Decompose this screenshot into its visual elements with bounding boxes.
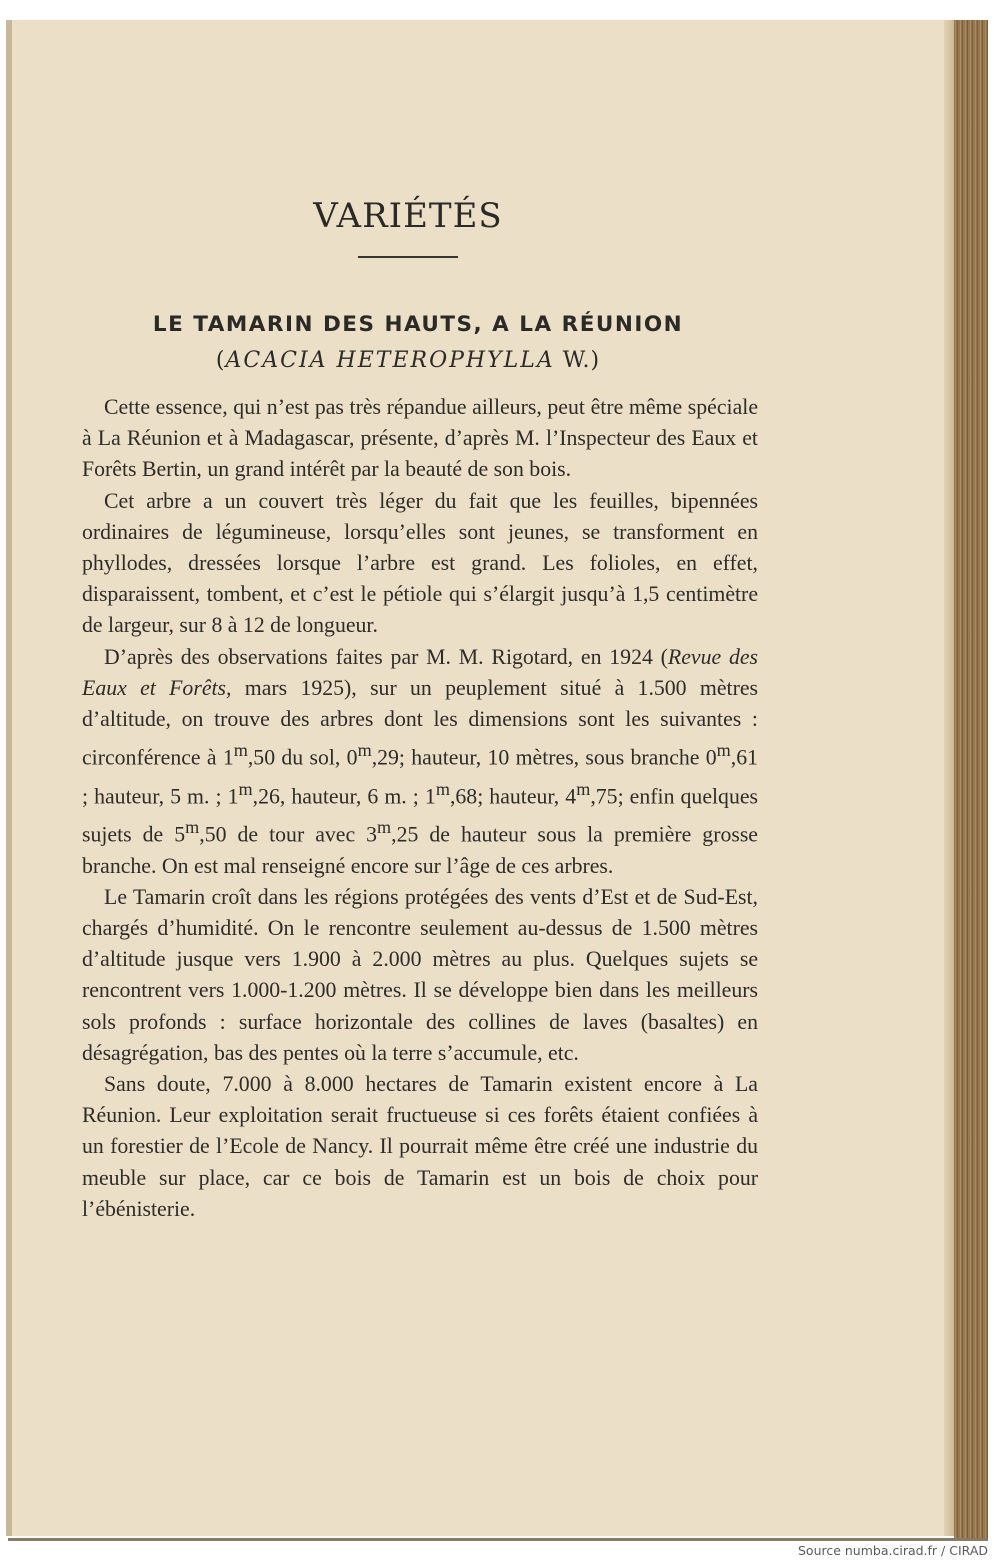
species-name	[200, 348, 616, 373]
article-body	[82, 392, 758, 1225]
p3-text-j: ,25 de hauteur sous la première grosse branche. On est mal renseigné encore sur l’âge de ces arbres.	[82, 822, 758, 878]
heading-rule	[358, 256, 458, 258]
meter-superscript: m	[435, 778, 450, 799]
page-left-edge	[6, 20, 12, 1536]
meter-superscript: m	[576, 778, 591, 799]
scan-bottom-border	[8, 1538, 988, 1541]
section-heading: VARIÉTÉS	[313, 196, 503, 236]
p3-text-e: ,61 ; hauteur, 5 m. ; 1	[82, 745, 759, 808]
p3-text-i: ,50 de tour avec 3	[199, 822, 378, 847]
species-open-paren: (	[215, 348, 226, 373]
book-edge	[954, 20, 988, 1538]
species-author: W.)	[554, 348, 601, 373]
meter-superscript: m	[377, 817, 392, 838]
meter-superscript: m	[233, 740, 248, 761]
meter-superscript: m	[716, 740, 731, 761]
p3-text-g: ,68; hauteur, 4	[449, 783, 577, 808]
meter-superscript: m	[238, 778, 253, 799]
paragraph-1: Cette essence, qui n’est pas très répandue ailleurs, peut être même spéciale à La Réunion et à Madagascar, présente, d’après M. l’Inspecteur des Eaux et Forêts Bertin, un grand intérêt par la beauté de son bois.	[82, 395, 758, 482]
p3-text-f: ,26, hauteur, 6 m. ; 1	[252, 783, 436, 808]
meter-superscript: m	[185, 817, 200, 838]
source-credit: Source numba.cirad.fr / CIRAD	[797, 1543, 988, 1558]
p3-text-a: D’après des observations faites par M. M. Rigotard, en 1924 (	[104, 644, 668, 669]
article-title: LE TAMARIN DES HAUTS, A LA RÉUNION	[152, 312, 684, 337]
p3-text-h: ,75; enfin quelques sujets de 5	[82, 783, 759, 847]
paragraph-4: Le Tamarin croît dans les régions protégées des vents d’Est et de Sud-Est, chargés d’humidité. On le rencontre seulement au-dessus de 1.500 mètres d’altitude jusque vers 1.900 à 2.000 mètres au plus. Quelques sujets se rencontrent vers 1.000-1.200 mètres. Il se développe bien dans les meilleurs sols profonds : surface horizontale des collines de laves (basaltes) en désagrégation, bas des pentes où la terre s’accumule, etc.	[82, 884, 758, 1065]
p3-text-b: mars 1925), sur un peuplement situé à 1.500 mètres d’altitude, on trouve des arbres dont les dimensions sont les suivantes : circonférence à 1	[82, 675, 758, 770]
species-latin-name: ACACIA HETEROPHYLLA	[225, 348, 555, 373]
page-gutter-shadow	[944, 20, 954, 1536]
p3-text-d: ,29; hauteur, 10 mètres, sous branche 0	[371, 745, 717, 770]
journal-citation: Revue des Eaux et Forêts,	[82, 644, 758, 700]
p3-text-c: ,50 du sol, 0	[247, 745, 358, 770]
paragraph-2: Cet arbre a un couvert très léger du fait que les feuilles, bipennées ordinaires de légumineuse, lorsqu’elles sont jeunes, se transforment en phyllodes, dressées lorsque l’arbre est grand. Les folioles, en effet, disparaissent, tombent, et c’est le pétiole qui s’élargit jusqu’à 1,5 centimètre de largeur, sur 8 à 12 de longueur.	[82, 488, 758, 638]
paragraph-3	[82, 642, 758, 882]
meter-superscript: m	[357, 740, 372, 761]
paragraph-5: Sans doute, 7.000 à 8.000 hectares de Tamarin existent encore à La Réunion. Leur exploitation serait fructueuse si ces forêts étaient confiées à un forestier de l’Ecole de Nancy. Il pourrait même être créé une industrie du meuble sur place, car ce bois de Tamarin est un bois de choix pour l’ébénisterie.	[82, 1072, 758, 1221]
